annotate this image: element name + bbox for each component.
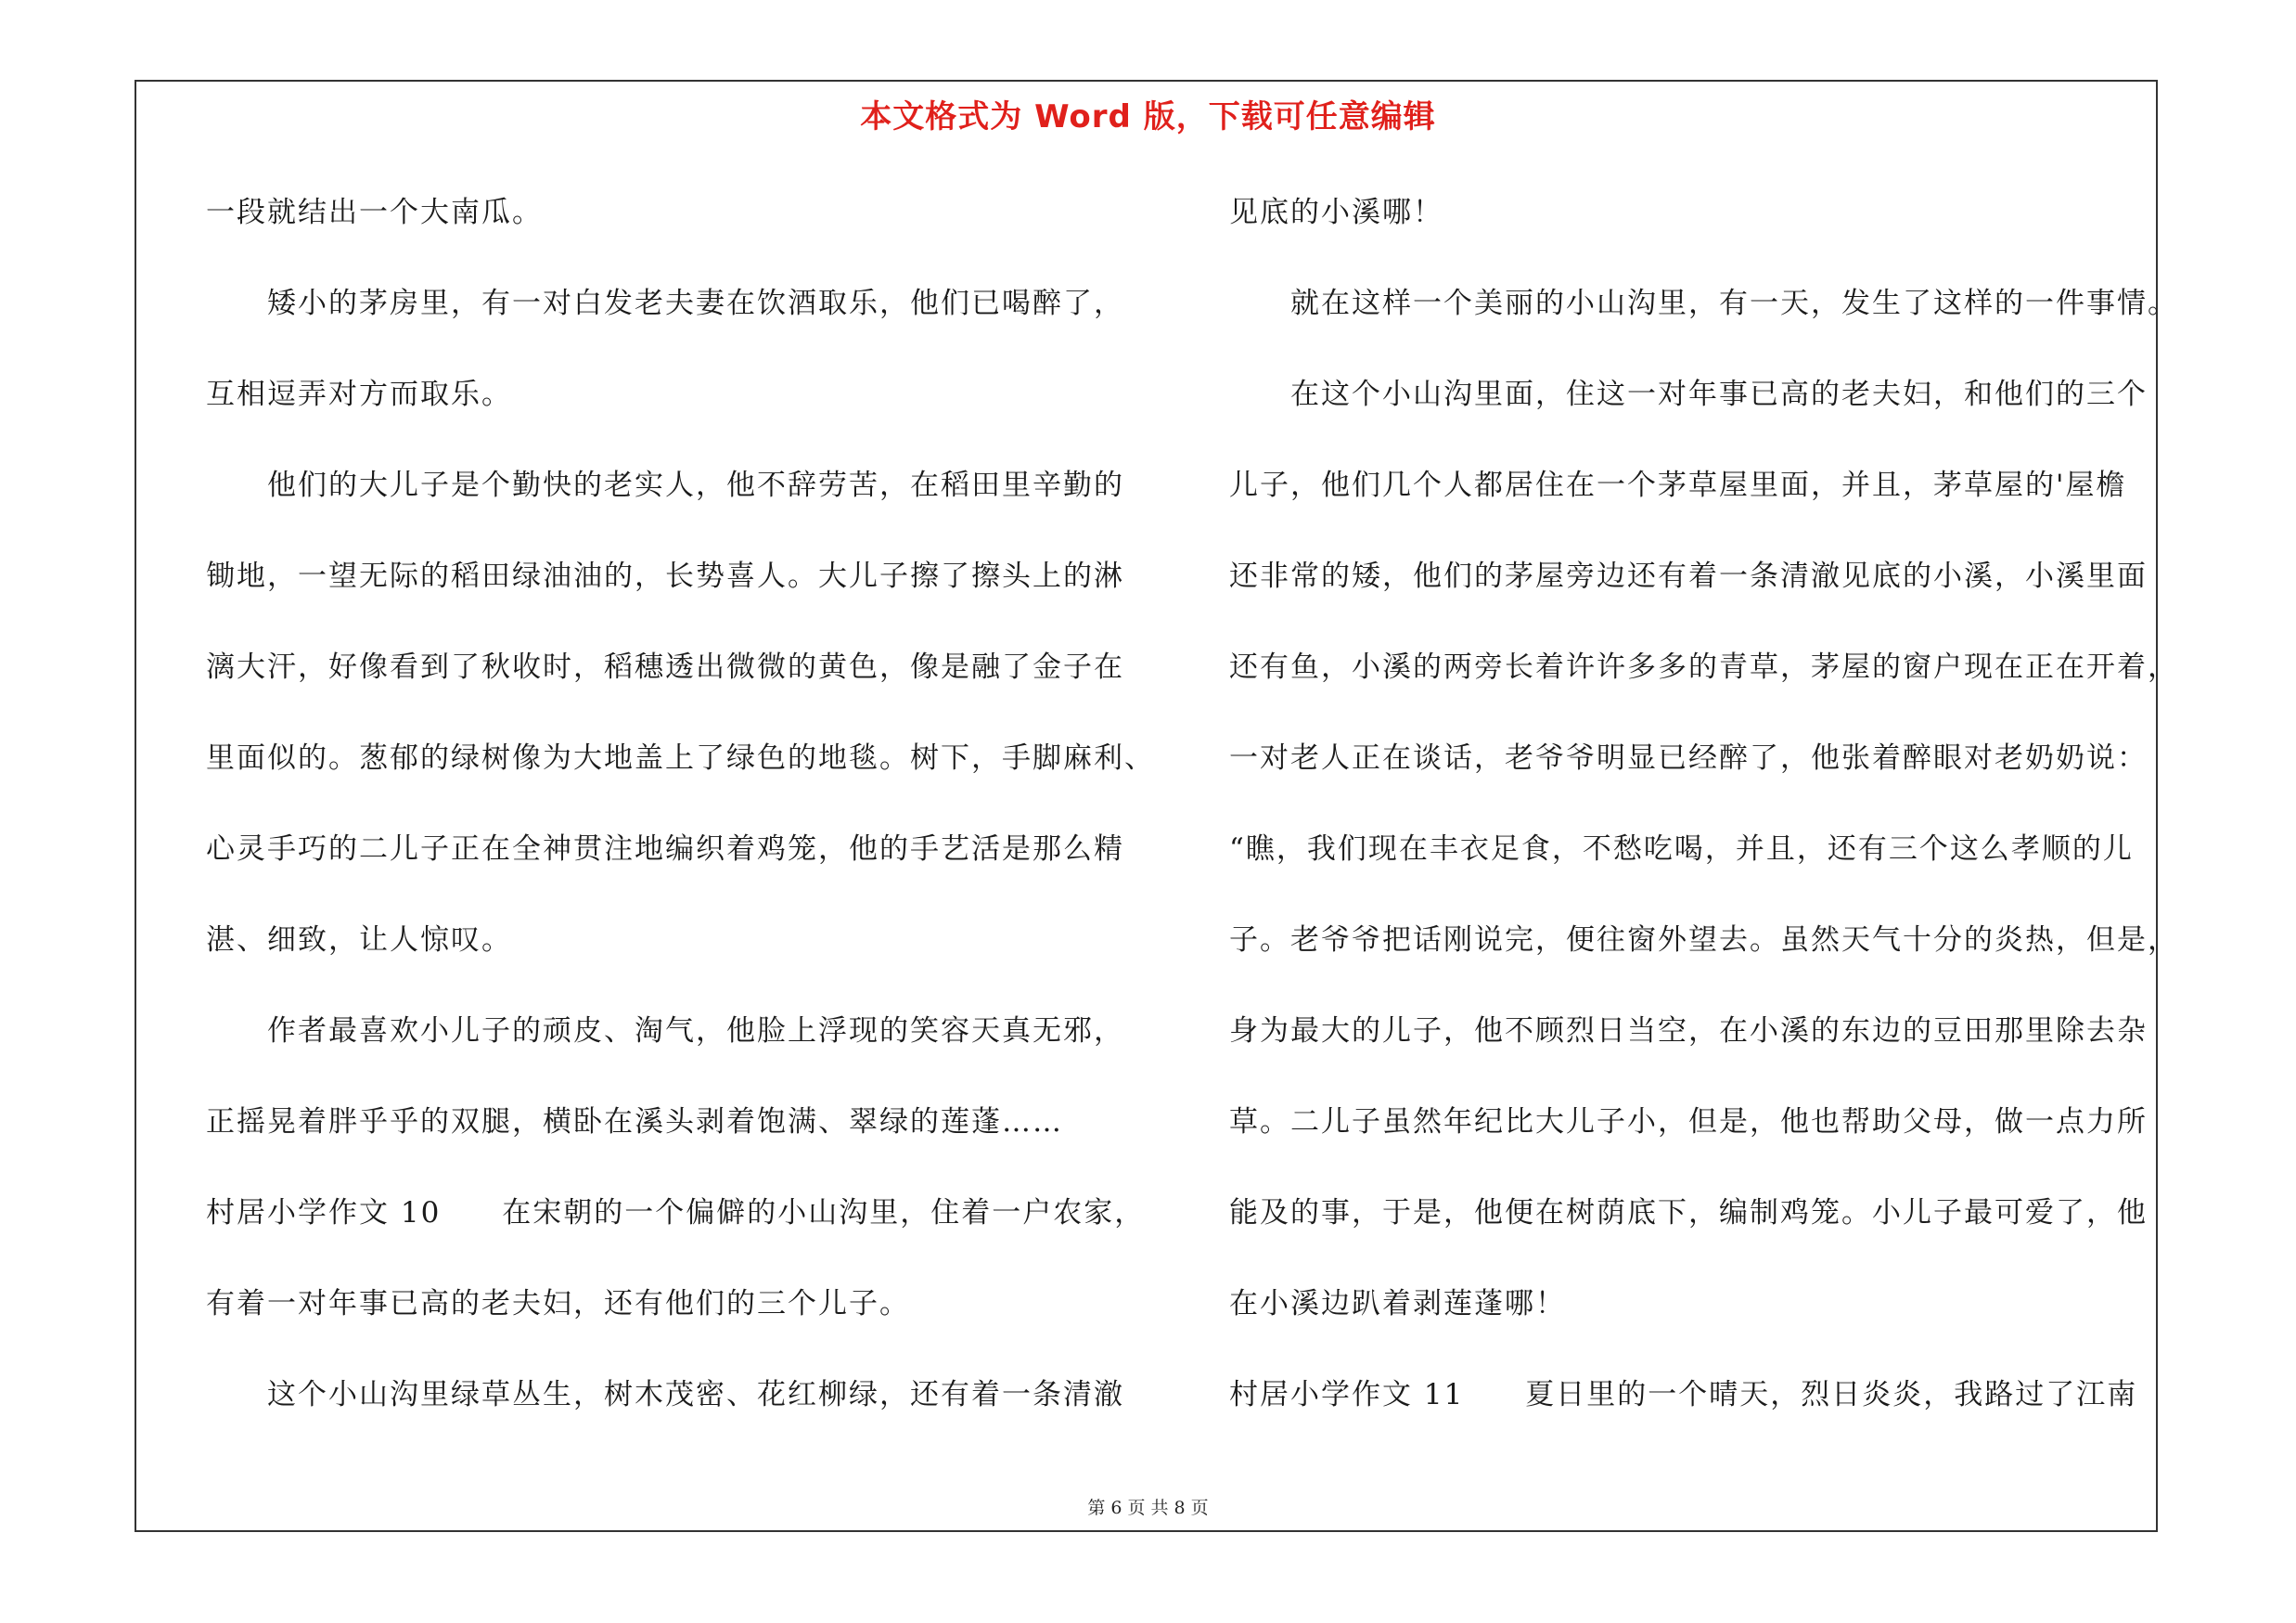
text-line: 作者最喜欢小儿子的顽皮、淘气，他脸上浮现的笑容天真无邪， bbox=[267, 1014, 1124, 1048]
text-line: 漓大汗，好像看到了秋收时，稻穗透出微微的黄色，像是融了金子在 bbox=[206, 650, 1124, 684]
text-line: 锄地，一望无际的稻田绿油油的，长势喜人。大儿子擦了擦头上的淋 bbox=[206, 560, 1124, 593]
text-line: 还非常的矮，他们的茅屋旁边还有着一条清澈见底的小溪，小溪里面 bbox=[1229, 560, 2148, 593]
text-line: 在小溪边趴着剥莲蓬哪！ bbox=[1229, 1287, 1566, 1320]
text-line: 就在这样一个美丽的小山沟里，有一天，发生了这样的一件事情。 bbox=[1290, 287, 2178, 320]
text-line: 儿子，他们几个人都居住在一个茅草屋里面，并且，茅草屋的'屋檐 bbox=[1229, 469, 2127, 502]
text-line: 矮小的茅房里，有一对白发老夫妻在饮酒取乐，他们已喝醉了， bbox=[267, 287, 1124, 320]
text-line: 一段就结出一个大南瓜。 bbox=[206, 196, 543, 229]
text-line: 互相逗弄对方而取乐。 bbox=[206, 378, 512, 411]
text-line: 能及的事，于是，他便在树荫底下，编制鸡笼。小儿子最可爱了，他 bbox=[1229, 1196, 2148, 1230]
text-line: 村居小学作文 11 夏日里的一个晴天，烈日炎炎，我路过了江南 bbox=[1229, 1378, 2138, 1411]
right-text-column bbox=[1229, 167, 2178, 1440]
text-line: 草。二儿子虽然年纪比大儿子小，但是，他也帮助父母，做一点力所 bbox=[1229, 1105, 2148, 1139]
text-line: “瞧，我们现在丰衣足食，不愁吃喝，并且，还有三个这么孝顺的儿 bbox=[1229, 832, 2134, 866]
text-line: 村居小学作文 10 在宋朝的一个偏僻的小山沟里，住着一户农家， bbox=[206, 1196, 1146, 1230]
text-line: 在这个小山沟里面，住这一对年事已高的老夫妇，和他们的三个 bbox=[1290, 378, 2148, 411]
text-line: 身为最大的儿子，他不顾烈日当空，在小溪的东边的豆田那里除去杂 bbox=[1229, 1014, 2148, 1048]
text-line: 这个小山沟里绿草丛生，树木茂密、花红柳绿，还有着一条清澈 bbox=[267, 1378, 1124, 1411]
text-line: 心灵手巧的二儿子正在全神贯注地编织着鸡笼，他的手艺活是那么精 bbox=[206, 832, 1124, 866]
text-line: 湛、细致，让人惊叹。 bbox=[206, 923, 512, 957]
text-line: 还有鱼，小溪的两旁长着许许多多的青草，茅屋的窗户现在正在开着， bbox=[1229, 650, 2178, 684]
text-line: 有着一对年事已高的老夫妇，还有他们的三个儿子。 bbox=[206, 1287, 910, 1320]
text-line: 正摇晃着胖乎乎的双腿，横卧在溪头剥着饱满、翠绿的莲蓬…… bbox=[206, 1105, 1063, 1139]
page-number-footer: 第 6 页 共 8 页 bbox=[1087, 1498, 1209, 1518]
text-line: 子。老爷爷把话刚说完，便往窗外望去。虽然天气十分的炎热，但是， bbox=[1229, 923, 2178, 957]
text-line: 里面似的。葱郁的绿树像为大地盖上了绿色的地毯。树下，手脚麻利、 bbox=[206, 741, 1155, 775]
word-format-banner: 本文格式为 Word 版，下载可任意编辑 bbox=[860, 98, 1436, 135]
text-line: 他们的大儿子是个勤快的老实人，他不辞劳苦，在稻田里辛勤的 bbox=[267, 469, 1124, 502]
text-line: 见底的小溪哪！ bbox=[1229, 196, 1443, 229]
text-line: 一对老人正在谈话，老爷爷明显已经醉了，他张着醉眼对老奶奶说： bbox=[1229, 741, 2148, 775]
left-text-column bbox=[206, 167, 1155, 1440]
